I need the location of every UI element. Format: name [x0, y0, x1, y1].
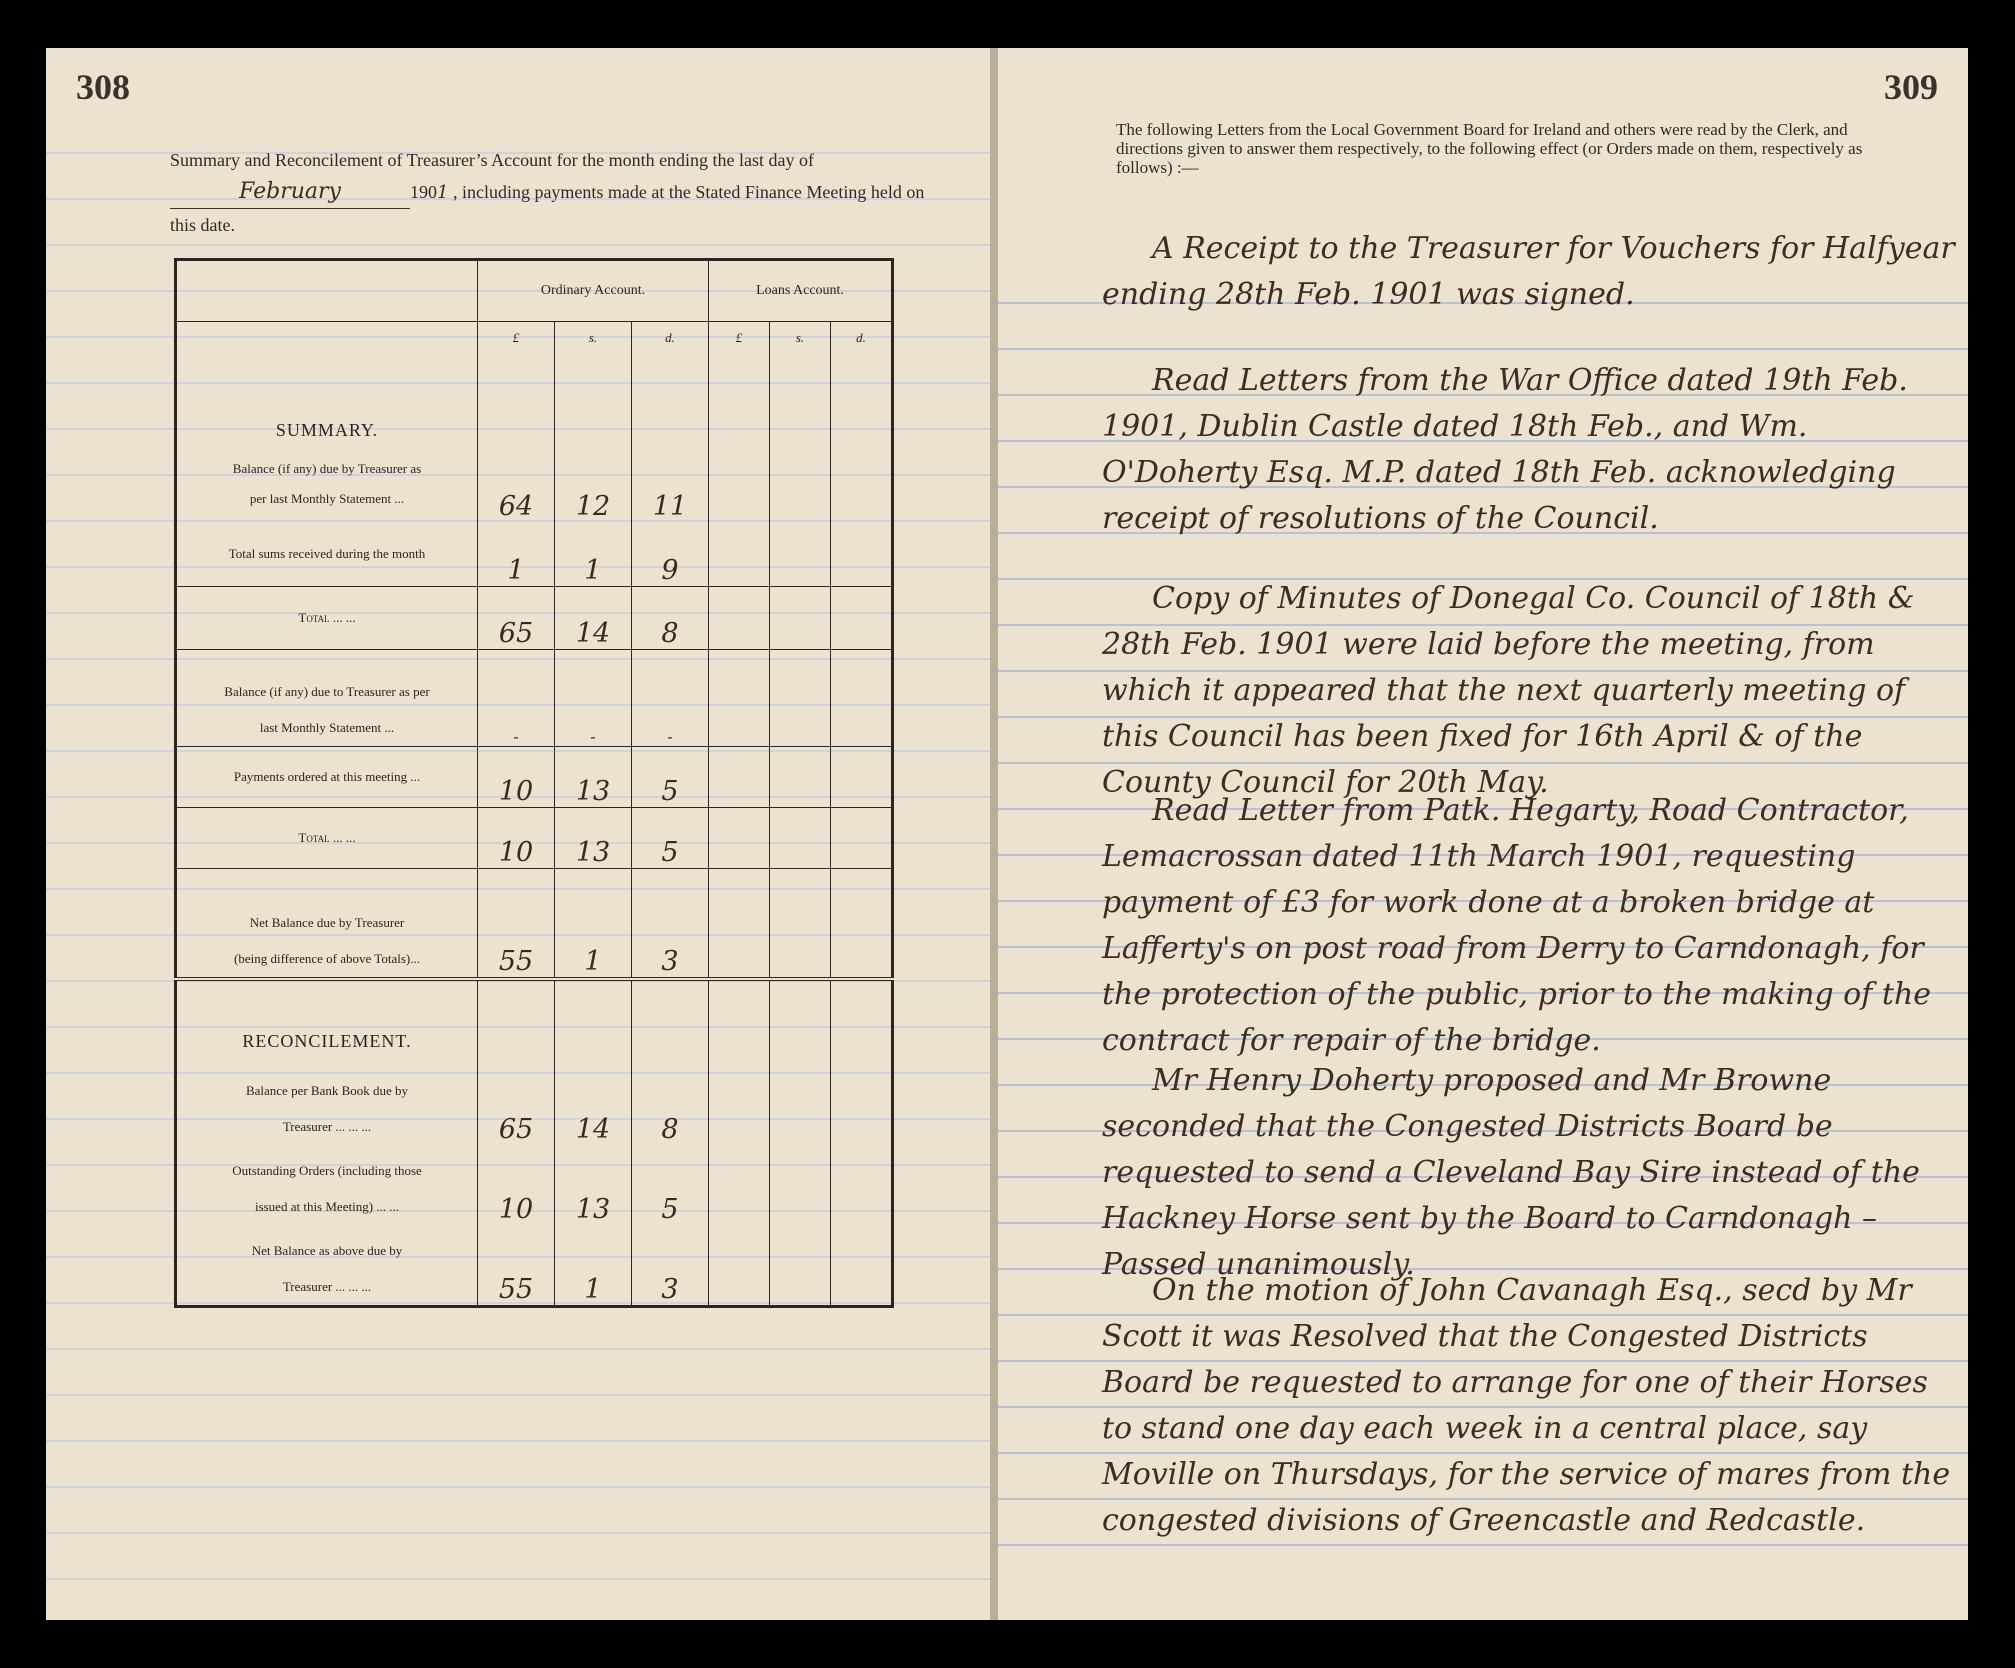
shillings-value: 14 — [555, 1057, 632, 1145]
right-page — [998, 48, 1968, 1620]
row-label: Payments ordered at this meeting ... — [176, 747, 478, 808]
pence-value: 9 — [632, 522, 709, 587]
shillings-value: 14 — [555, 587, 632, 650]
loans-account-header: Loans Account. — [709, 260, 893, 322]
minute-text: Mr Henry Doherty proposed and Mr Browne seconded that the Congested Districts Board be requested to send a Cleveland Bay Sire instead of the Hackney Horse sent by the Board to Carndonagh – Passed unanimously. — [1102, 1063, 1920, 1282]
col-loan-pounds: £ — [709, 322, 770, 355]
row-label-cont: Treasurer ... ... ... — [282, 1119, 372, 1134]
minute-text: Read Letter from Patk. Hegarty, Road Contractor, Lemacrossan dated 11th March 1901, requesting payment of £3 for work done at a broken bridge at Lafferty's on post road from Derry to Carndonagh, for the protection of the public, prior to the making of the contract for repair of the bridge. — [1102, 793, 1932, 1058]
col-loan-shillings: s. — [770, 322, 831, 355]
shillings-value: 1 — [555, 869, 632, 980]
pence-value: 5 — [632, 1145, 709, 1225]
row-label-cont: last Monthly Statement ... — [259, 720, 395, 735]
row-label: Balance (if any) due by Treasurer as — [232, 461, 422, 476]
shillings-value: 13 — [555, 808, 632, 869]
pounds-value: 65 — [478, 1057, 555, 1145]
pounds-value: 10 — [478, 747, 555, 808]
minute-entry — [1102, 788, 1962, 1064]
pounds-value: 1 — [478, 522, 555, 587]
page-number-left: 308 — [76, 67, 130, 107]
minute-entry — [1102, 1058, 1962, 1288]
minute-text: Copy of Minutes of Donegal Co. Council of 18th & 28th Feb. 1901 were laid before the meeting, from which it appeared that the next quarterly meeting of this Council has been fixed for 16th April & of the County Council for 20th May. — [1102, 581, 1915, 800]
table-row — [176, 1145, 893, 1225]
account-table — [174, 258, 894, 1308]
minute-entry — [1102, 576, 1962, 806]
pence-value: 5 — [632, 747, 709, 808]
table-row — [176, 808, 893, 869]
table-row — [176, 747, 893, 808]
pence-value: 11 — [632, 446, 709, 522]
table-row — [176, 1057, 893, 1145]
pence-value: 5 — [632, 808, 709, 869]
shillings-value: 13 — [555, 747, 632, 808]
pounds-value: 10 — [478, 808, 555, 869]
minute-entry — [1102, 358, 1962, 542]
row-label: Net Balance due by Treasurer — [249, 915, 405, 930]
minute-text: Read Letters from the War Office dated 19th Feb. 1901, Dublin Castle dated 18th Feb., and Wm. O'Doherty Esq. M.P. dated 18th Feb. acknowledging receipt of resolutions of the Council. — [1102, 363, 1908, 536]
year-hand: 1 — [437, 182, 449, 203]
pounds-value: 64 — [478, 446, 555, 522]
row-label: Balance per Bank Book due by — [245, 1083, 409, 1098]
minute-entry — [1102, 226, 1962, 318]
reconcilement-heading: RECONCILEMENT. — [242, 1031, 412, 1051]
shillings-value: 12 — [555, 446, 632, 522]
account-intro — [170, 144, 950, 241]
col-shillings: s. — [555, 322, 632, 355]
minute-entry — [1102, 1268, 1962, 1544]
shillings-value: - — [555, 650, 632, 747]
row-label: Balance (if any) due to Treasurer as per — [224, 684, 430, 699]
pence-value: 8 — [632, 1057, 709, 1145]
page-number-right: 309 — [1884, 67, 1938, 107]
left-page — [46, 48, 990, 1620]
table-row — [176, 650, 893, 747]
ordinary-account-header: Ordinary Account. — [478, 260, 709, 322]
row-label: Total ... ... — [176, 587, 478, 650]
row-label: Total sums received during the month — [176, 522, 478, 587]
pence-value: - — [632, 650, 709, 747]
row-label: Total ... ... — [176, 808, 478, 869]
year-prefix: 190 — [410, 182, 437, 202]
letters-intro: The following Letters from the Local Government Board for Ireland and others were read by the Clerk, and directions given to answer them respectively, to the following effect (or Orders made on them, respectively as follows) :— — [1116, 120, 1863, 177]
shillings-value: 13 — [555, 1145, 632, 1225]
summary-heading: SUMMARY. — [275, 420, 379, 440]
pounds-value: 10 — [478, 1145, 555, 1225]
pounds-value: 55 — [478, 869, 555, 980]
row-label-cont: Treasurer ... ... ... — [282, 1279, 372, 1294]
book-gutter — [990, 48, 998, 1620]
table-row — [176, 1225, 893, 1307]
blank-header — [176, 260, 478, 322]
shillings-value: 1 — [555, 1225, 632, 1307]
pounds-value: 55 — [478, 1225, 555, 1307]
row-label-cont: issued at this Meeting) ... ... — [254, 1199, 400, 1214]
intro-text-1: Summary and Reconcilement of Treasurer’s Account for the month ending the last day of — [170, 150, 815, 170]
shillings-value: 1 — [555, 522, 632, 587]
pounds-value: - — [478, 650, 555, 747]
col-pounds: £ — [478, 322, 555, 355]
row-label: Outstanding Orders (including those — [232, 1163, 422, 1178]
table-row — [176, 587, 893, 650]
pounds-value: 65 — [478, 587, 555, 650]
row-label-cont: per last Monthly Statement ... — [249, 491, 405, 506]
pence-value: 3 — [632, 1225, 709, 1307]
col-loan-pence: d. — [831, 322, 893, 355]
minute-text: A Receipt to the Treasurer for Vouchers for Halfyear ending 28th Feb. 1901 was signed. — [1102, 231, 1955, 312]
pence-value: 3 — [632, 869, 709, 980]
intro-text-2: , including payments made at the Stated Finance Meeting held on this date. — [170, 182, 925, 235]
table-row — [176, 869, 893, 980]
row-label-cont: (being difference of above Totals)... — [234, 951, 420, 966]
pence-value: 8 — [632, 587, 709, 650]
minute-text: On the motion of John Cavanagh Esq., secd by Mr Scott it was Resolved that the Congested Districts Board be requested to arrange for one of their Horses to stand one day each week in a central place, say Moville on Thursdays, for the service of mares from the congested divisions of Greencastle and Redcastle. — [1102, 1273, 1951, 1538]
month-field: February — [170, 176, 410, 209]
table-row — [176, 522, 893, 587]
table-row — [176, 446, 893, 522]
col-pence: d. — [632, 322, 709, 355]
row-label: Net Balance as above due by — [251, 1243, 403, 1258]
